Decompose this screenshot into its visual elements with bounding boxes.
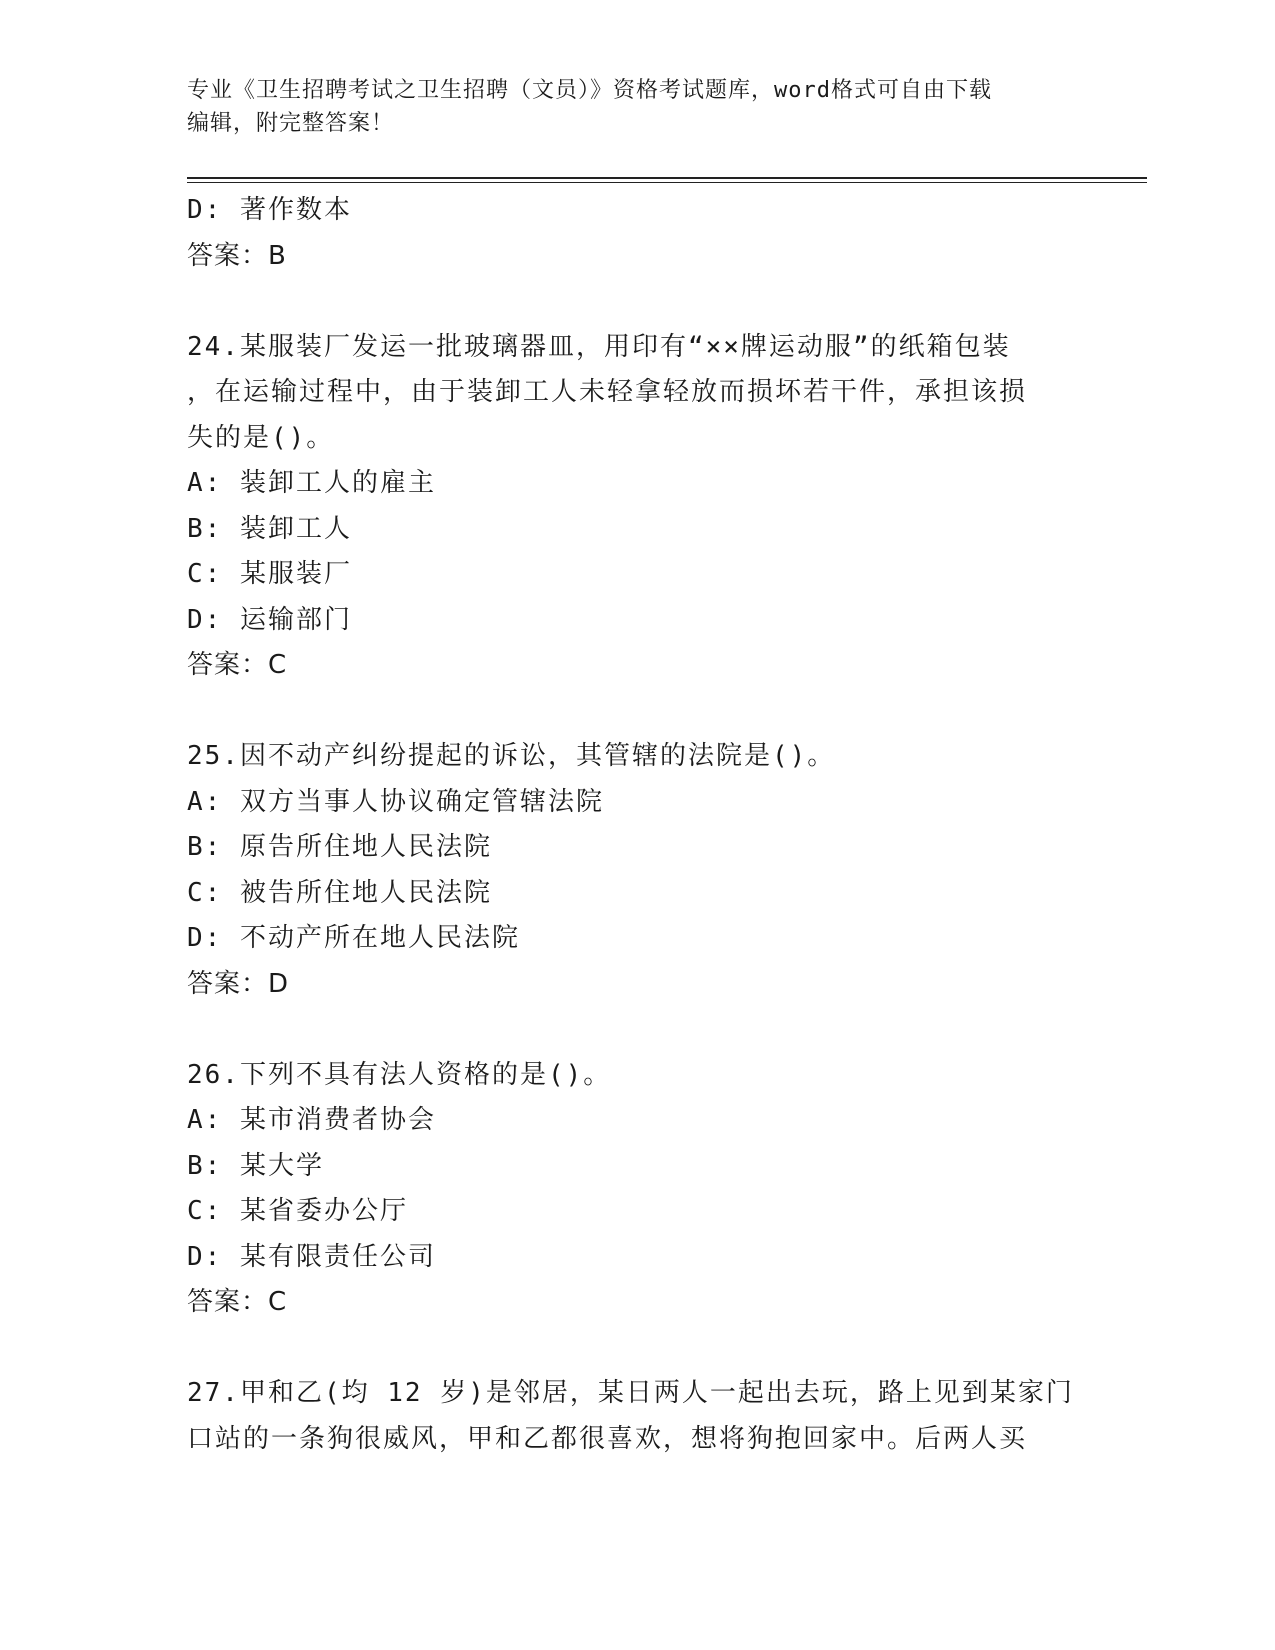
question-stem-line: ，在运输过程中，由于装卸工人未轻拿轻放而损坏若干件，承担该损 [187,377,1028,407]
option-a: A: 某市消费者协会 [187,1105,436,1135]
option-d: D: 运输部门 [187,604,352,635]
header-line-2: 编辑，附完整答案！ [187,111,395,136]
option-a: A: 装卸工人的雇主 [187,468,436,498]
option-c: C: 某服装厂 [187,559,352,589]
question-stem-line: 27.甲和乙(均 12 岁)是邻居，某日两人一起出去玩，路上见到某家门 [187,1378,1074,1408]
prev-option-d: D: 著作数本 [187,195,352,225]
header-rule-thick [187,177,1147,179]
option-d: D: 某有限责任公司 [187,1241,436,1272]
answer: 答案：C [187,1287,288,1317]
option-b: B: 原告所住地人民法院 [187,832,492,862]
page-header [187,74,1067,140]
question-27 [187,1371,1087,1462]
question-stem-line: 24.某服装厂发运一批玻璃器皿，用印有“××牌运动服”的纸箱包装 [187,331,1011,362]
question-25 [187,734,1087,1007]
answer: 答案：C [187,650,288,680]
header-line-1: 专业《卫生招聘考试之卫生招聘（文员）》资格考试题库，word格式可自由下载 [187,78,992,103]
question-stem-line: 25.因不动产纠纷提起的诉讼，其管辖的法院是()。 [187,741,836,771]
question-24 [187,325,1087,689]
option-d: D: 不动产所在地人民法院 [187,923,520,953]
question-stem-line: 口站的一条狗很威风，甲和乙都很喜欢，想将狗抱回家中。后两人买 [187,1423,1028,1454]
spacer [187,1007,1087,1053]
spacer [187,279,1087,325]
option-b: B: 装卸工人 [187,513,352,544]
option-c: C: 某省委办公厅 [187,1196,408,1226]
spacer [187,1326,1087,1372]
question-stem-line: 26.下列不具有法人资格的是()。 [187,1059,612,1090]
prev-answer: 答案：B [187,240,287,271]
header-rule-thin [187,182,1147,183]
answer: 答案：D [187,968,290,999]
option-c: C: 被告所住地人民法院 [187,877,492,908]
spacer [187,689,1087,735]
question-26 [187,1053,1087,1326]
option-a: A: 双方当事人协议确定管辖法院 [187,786,604,817]
question-stem-line: 失的是()。 [187,422,335,453]
question-content [187,188,1087,1462]
option-b: B: 某大学 [187,1150,324,1181]
